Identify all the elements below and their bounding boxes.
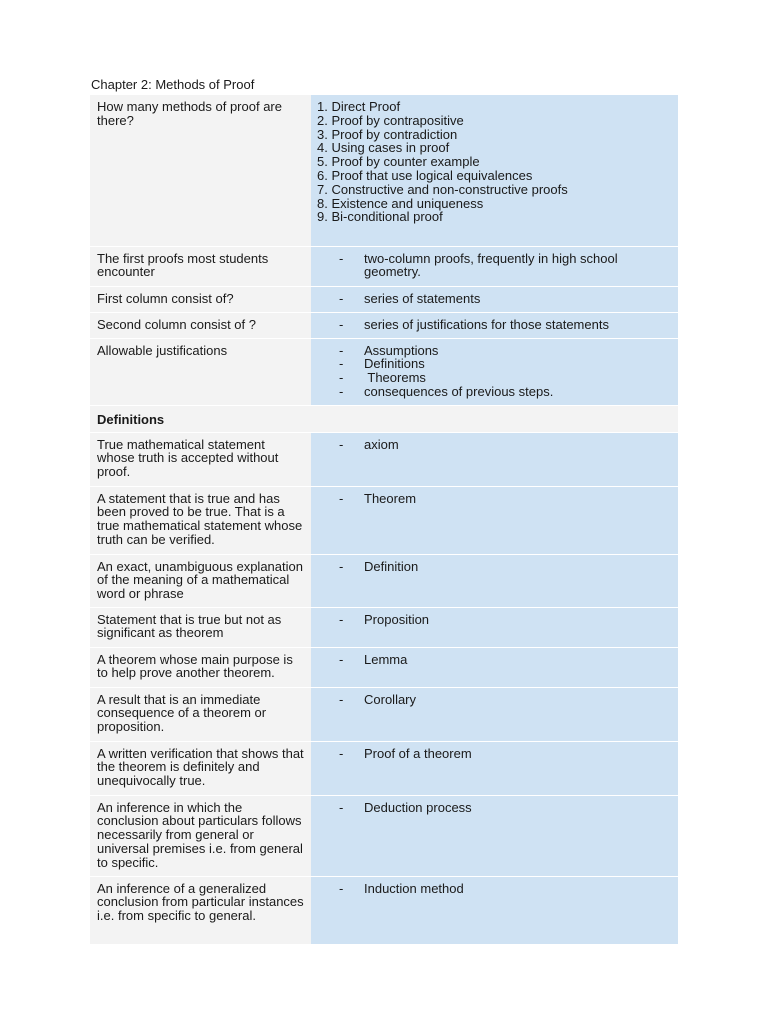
term-text: Deduction process: [364, 799, 472, 815]
section-row: [90, 405, 678, 432]
term-cell: [311, 687, 678, 741]
table-row: [90, 741, 678, 795]
table-row: [90, 876, 678, 944]
list-item: 6. Proof that use logical equivalences: [317, 167, 533, 183]
list-item: 3. Proof by contradiction: [317, 126, 458, 142]
definition-cell: Statement that is true but not as significant as theorem: [90, 607, 311, 647]
term-text: Theorem: [364, 490, 417, 506]
dash-bullet: -: [339, 370, 344, 386]
term-cell: [311, 647, 678, 687]
dash-bullet: -: [339, 880, 344, 896]
term-cell: [311, 486, 678, 554]
dash-bullet: -: [339, 342, 344, 358]
term-text: Proposition: [364, 611, 430, 627]
dash-bullet: -: [339, 799, 344, 815]
table-row: [90, 312, 678, 338]
term-text: Induction method: [364, 880, 464, 896]
dash-bullet: -: [339, 383, 344, 399]
term-text: Proof of a theorem: [364, 745, 472, 761]
dash-bullet: -: [339, 250, 344, 266]
table-row: [90, 95, 678, 246]
list-item: 9. Bi-conditional proof: [317, 209, 443, 225]
definition-cell: An inference in which the conclusion about particulars follows necessarily from general or universal premises i.e. from general to specific.: [90, 795, 311, 876]
dash-bullet: -: [339, 316, 344, 332]
definition-cell: A written verification that shows that the theorem is definitely and unequivocally true.: [90, 741, 311, 795]
table-row: [90, 432, 678, 486]
list-item: 8. Existence and uniqueness: [317, 195, 484, 211]
table-row: [90, 554, 678, 607]
table-row: [90, 338, 678, 405]
term-text: Definition: [364, 558, 419, 574]
answer-text: Theorems: [364, 370, 426, 386]
table-row: [90, 246, 678, 286]
term-cell: [311, 876, 678, 944]
list-item: 1. Direct Proof: [317, 99, 401, 114]
dash-bullet: -: [339, 611, 344, 627]
term-text: axiom: [364, 436, 399, 452]
term-cell: [311, 554, 678, 607]
table-row: [90, 286, 678, 312]
term-cell: [311, 432, 678, 486]
document-title: Chapter 2: Methods of Proof: [91, 77, 255, 92]
definition-cell: An inference of a generalized conclusion from particular instances i.e. from specific to general.: [90, 876, 311, 944]
section-heading: Definitions: [90, 405, 678, 432]
dash-bullet: -: [339, 490, 344, 506]
term-cell: [311, 741, 678, 795]
table-row: [90, 607, 678, 647]
term-text: Corollary: [364, 691, 417, 707]
question-cell: The first proofs most students encounter: [90, 246, 311, 286]
term-cell: [311, 607, 678, 647]
answer-text: Definitions: [364, 356, 425, 372]
table-row: [90, 486, 678, 554]
question-cell: How many methods of proof are there?: [90, 95, 311, 246]
question-cell: Allowable justifications: [90, 338, 311, 405]
dash-bullet: -: [339, 558, 344, 574]
answer-text: Assumptions: [364, 342, 439, 358]
dash-bullet: -: [339, 356, 344, 372]
list-item: 2. Proof by contrapositive: [317, 112, 464, 128]
question-cell: First column consist of?: [90, 286, 311, 312]
table-row: [90, 687, 678, 741]
answer-text: series of statements: [364, 290, 481, 306]
definition-cell: A theorem whose main purpose is to help prove another theorem.: [90, 647, 311, 687]
dash-bullet: -: [339, 691, 344, 707]
answer-text: consequences of previous steps.: [364, 383, 554, 399]
answer-text: two-column proofs, frequently in high school geometry.: [364, 250, 618, 280]
question-cell: Second column consist of ?: [90, 312, 311, 338]
dash-bullet: -: [339, 290, 344, 306]
answer-text: series of justifications for those statements: [364, 316, 609, 332]
dash-bullet: -: [339, 651, 344, 667]
dash-bullet: -: [339, 745, 344, 761]
dash-bullet: -: [339, 436, 344, 452]
definition-cell: True mathematical statement whose truth is accepted without proof.: [90, 432, 311, 486]
table-row: [90, 647, 678, 687]
answer-cell: [311, 246, 678, 286]
list-item: 7. Constructive and non-constructive proofs: [317, 181, 568, 197]
definition-cell: A result that is an immediate consequence of a theorem or proposition.: [90, 687, 311, 741]
answer-cell: [311, 95, 678, 246]
answer-cell: [311, 286, 678, 312]
answer-cell: [311, 312, 678, 338]
term-cell: [311, 795, 678, 876]
qa-table: [90, 95, 678, 945]
answer-cell: [311, 338, 678, 405]
table-row: [90, 795, 678, 876]
list-item: 5. Proof by counter example: [317, 154, 480, 170]
term-text: Lemma: [364, 651, 408, 667]
definition-cell: An exact, unambiguous explanation of the meaning of a mathematical word or phrase: [90, 554, 311, 607]
list-item: 4. Using cases in proof: [317, 140, 450, 156]
definition-cell: A statement that is true and has been proved to be true. That is a true mathematical statement whose truth can be verified.: [90, 486, 311, 554]
